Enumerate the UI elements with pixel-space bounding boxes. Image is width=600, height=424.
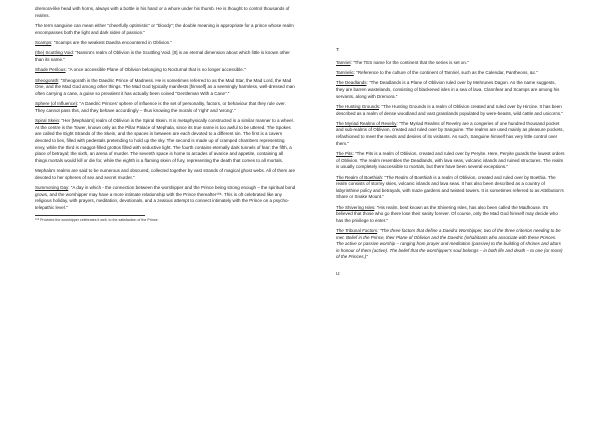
glossary-entry (35, 101, 296, 114)
glossary-entry (35, 118, 296, 164)
glossary-definition: : "Her [Mephala's] realm of Oblivion is the Spiral Skein. It is metaphysically constructed in a similar manner to a wheel. At the centre is the Tower, known only as the Pillar Palace of Mephala, since its true name is too awful to be uttered. The Spokes are called the Eight Strands of the Skein, and the spaces in between are each devoted to a different sin. The first is a cavern devoted to lies, filled with pedestals pretending to hold up the sky. The second is made up of cramped chambers representing envy, while the third is maggot-filled grottos filled with seductive light. The fourth contains eternally dark tunnels of fear; the fifth, a place of betrayal; the sixth, an arena of murder. The seventh space is home to arcades of avarice and appetite, containing all things mortals would kill or die for, while the eighth is a flaming skein of fury, representing the death that comes to all mortals. (35, 118, 294, 163)
glossary-entry (35, 6, 296, 19)
glossary-definition: dremora-like head with horns, always with a bottle in his hand or a whore under his thumb. He is thought to control thousands of realms. (35, 6, 290, 18)
left-page-body (35, 6, 296, 211)
glossary-definition: : "A day in which - the connection between the worshipper and the Prince being strong enough – the spiritual bond grows, and the worshipper may have a more intimate relationship with the Prince thereafter¹⁰⁸. This is oft celebrated like any religious holiday, with prayers, meditation, devotionals, and a zealous attempt to connect intimately with the Prince on a psycho-telepathic level." (35, 185, 296, 210)
glossary-term: Summoning Day (35, 185, 69, 191)
glossary-definition: : "A Daedric Princes' sphere of influence is the set of personality, factors, or behaviour that they rule over. They cannot pass this, and they behave accordingly – thus knowing the morals of 'right' and 'wrong'." (35, 101, 286, 113)
glossary-entry (336, 80, 565, 100)
glossary-definition: : "The three factors that define a Daedra Worshipper, two of the three criterion needing to be met. Belief in the Prince, their Plane of Oblivion and the Daedric (inhabitants who associate with these Princes. The active or passive worship – ranging from prayer and meditation (passive) to the building of shrines and altars in honour of them (active). The belief that the worshipper's soul belongs – in both life and death – to one (or more) of the Princes.)" (336, 228, 563, 260)
glossary-entry (336, 70, 565, 77)
footnote: ¹⁰⁸ Provided the worshipper celebrates it well, to the satisfaction of the Prince. (35, 218, 159, 223)
glossary-term: Spiral Skein (35, 118, 60, 124)
glossary-term: The Deadlands (336, 80, 367, 86)
glossary-definition: : "The TES name for the continent that the series is set on." (350, 59, 469, 65)
glossary-definition: : "His realm, best known as the Shivering Isles, has also been called the Madhouse. It's believed that those who go there lose their sanity forever. Of course, only the Mad God himself may decide who has the privilege to enter." (336, 204, 558, 223)
footnote-rule (35, 215, 145, 216)
glossary-entry (336, 60, 565, 67)
right-page-body (336, 60, 565, 261)
glossary-term: Tamrielic (336, 69, 354, 75)
glossary-definition: The term sanguine can mean either "cheerfully optimistic" or "bloody"; the double meaning is appropriate for a prince whose realm encompasses both the light and dark sides of passion." (35, 22, 294, 35)
glossary-entry (35, 50, 296, 63)
glossary-term: The Pits (336, 151, 353, 157)
glossary-definition: : "Reference to the culture of the continent of Tamriel, such as the Calendar, Pantheons, &c." (353, 69, 538, 75)
glossary-entry (35, 40, 296, 47)
glossary-definition: : "Scamps are the weakest Daedra encountered in Oblivion." (51, 39, 173, 45)
glossary-entry (35, 185, 296, 211)
glossary-term: The Shivering Isles (336, 204, 375, 210)
glossary-entry (336, 175, 565, 201)
glossary-entry (336, 104, 565, 117)
glossary-definition: : "Sheogorath is the Daedric Prince of Madness. He is sometimes referred to as the Mad Star, the Mad Lord, the Mad One, and the Mad God among other things. The Mad God typically manifests [himself] as a seemingly harmless, well-dressed man often carrying a cane, a guise so prevalent it has actually been coined "Gentleman With a Cane"." (35, 77, 295, 96)
glossary-entry (35, 23, 296, 36)
section-heading-t: T: (336, 47, 340, 52)
glossary-definition: : "A once accessible Plane of Oblivion belonging to Nocturnal that is no longer accessible." (65, 67, 246, 73)
glossary-entry (336, 121, 565, 147)
section-heading-u: U: (336, 270, 341, 276)
glossary-entry (35, 168, 296, 181)
right-page (336, 6, 565, 277)
glossary-entry (35, 67, 296, 74)
glossary-definition: : "The Myriad Realms of Revelry are a congeries of one hundred thousand pocket and sub-realms of Oblivion, created and ruled over by Sanguine. The realms are used mainly as pleasure pockets, refashioned to meet the needs and desires of its visitants. As such, Sanguine himself has very little control over them." (336, 120, 564, 146)
glossary-term: The Realm of Boethiah (336, 174, 383, 180)
left-page (35, 6, 296, 223)
glossary-term: Shade Perilous (35, 67, 66, 73)
glossary-definition: : "The Hunting Grounds is a realm of Oblivion created and ruled over by Hircine. It has been described as a realm of dense woodland and vast grasslands populated by were-beasts, wild cattle and unicorns." (336, 103, 563, 116)
glossary-term: The Hunting Grounds (336, 103, 380, 109)
glossary-entry (35, 78, 296, 98)
glossary-entry (336, 151, 565, 171)
glossary-term: Scamps (35, 39, 52, 45)
glossary-definition: : "The Realm of Boethiah is a realm of Oblivion, created and ruled over by Boethia. The realm consists of stormy skies, volcanic islands and lava seas. It has also been described as a country of labyrinthine policy and betrayals, with maze gardens and twisted towers. It is sometimes referred to as Attribution's Share or Snake Mount." (336, 174, 564, 200)
glossary-term: Tamriel (336, 59, 351, 65)
glossary-entry (336, 228, 565, 261)
glossary-term: The Tribunal Factors (336, 228, 378, 234)
glossary-definition: : "The Pits is a realm of Oblivion, created and ruled over by Peryite. Here, Peryite guards the lowest orders of Oblivion. The realm resembles the Deadlands, with lava seas, volcanic islands and ruined structures. The realm is usually completely inaccessible to mortals, but there have been several exceptions." (336, 151, 565, 170)
glossary-term: Sphere (of Influence) (35, 101, 78, 107)
glossary-definition: Mephala's realms are said to be numerous and obscured, collected together by vast strands of magical ghost webs. All of them are devoted to her spheres of sex and secret murder." (35, 168, 295, 180)
glossary-term: (the) Scuttling Void (35, 50, 73, 56)
glossary-term: Sheogorath (35, 77, 59, 83)
glossary-definition: : "Namira's realm of Oblivion is the Scuttling Void. [It] is an eternal dimension about which little is known other than its name." (35, 50, 290, 62)
glossary-entry (336, 205, 565, 225)
glossary-term: The Myriad Realms of Revelry (336, 120, 397, 126)
glossary-definition: : "The Deadlands is a Plane of Oblivion ruled over by Mehrunes Dagon. As the name suggests, they are barren wastelands, consisting of blackened isles in a sea of lava. Clannfear and Scamps are among his servants, along with Dremora." (336, 80, 560, 99)
